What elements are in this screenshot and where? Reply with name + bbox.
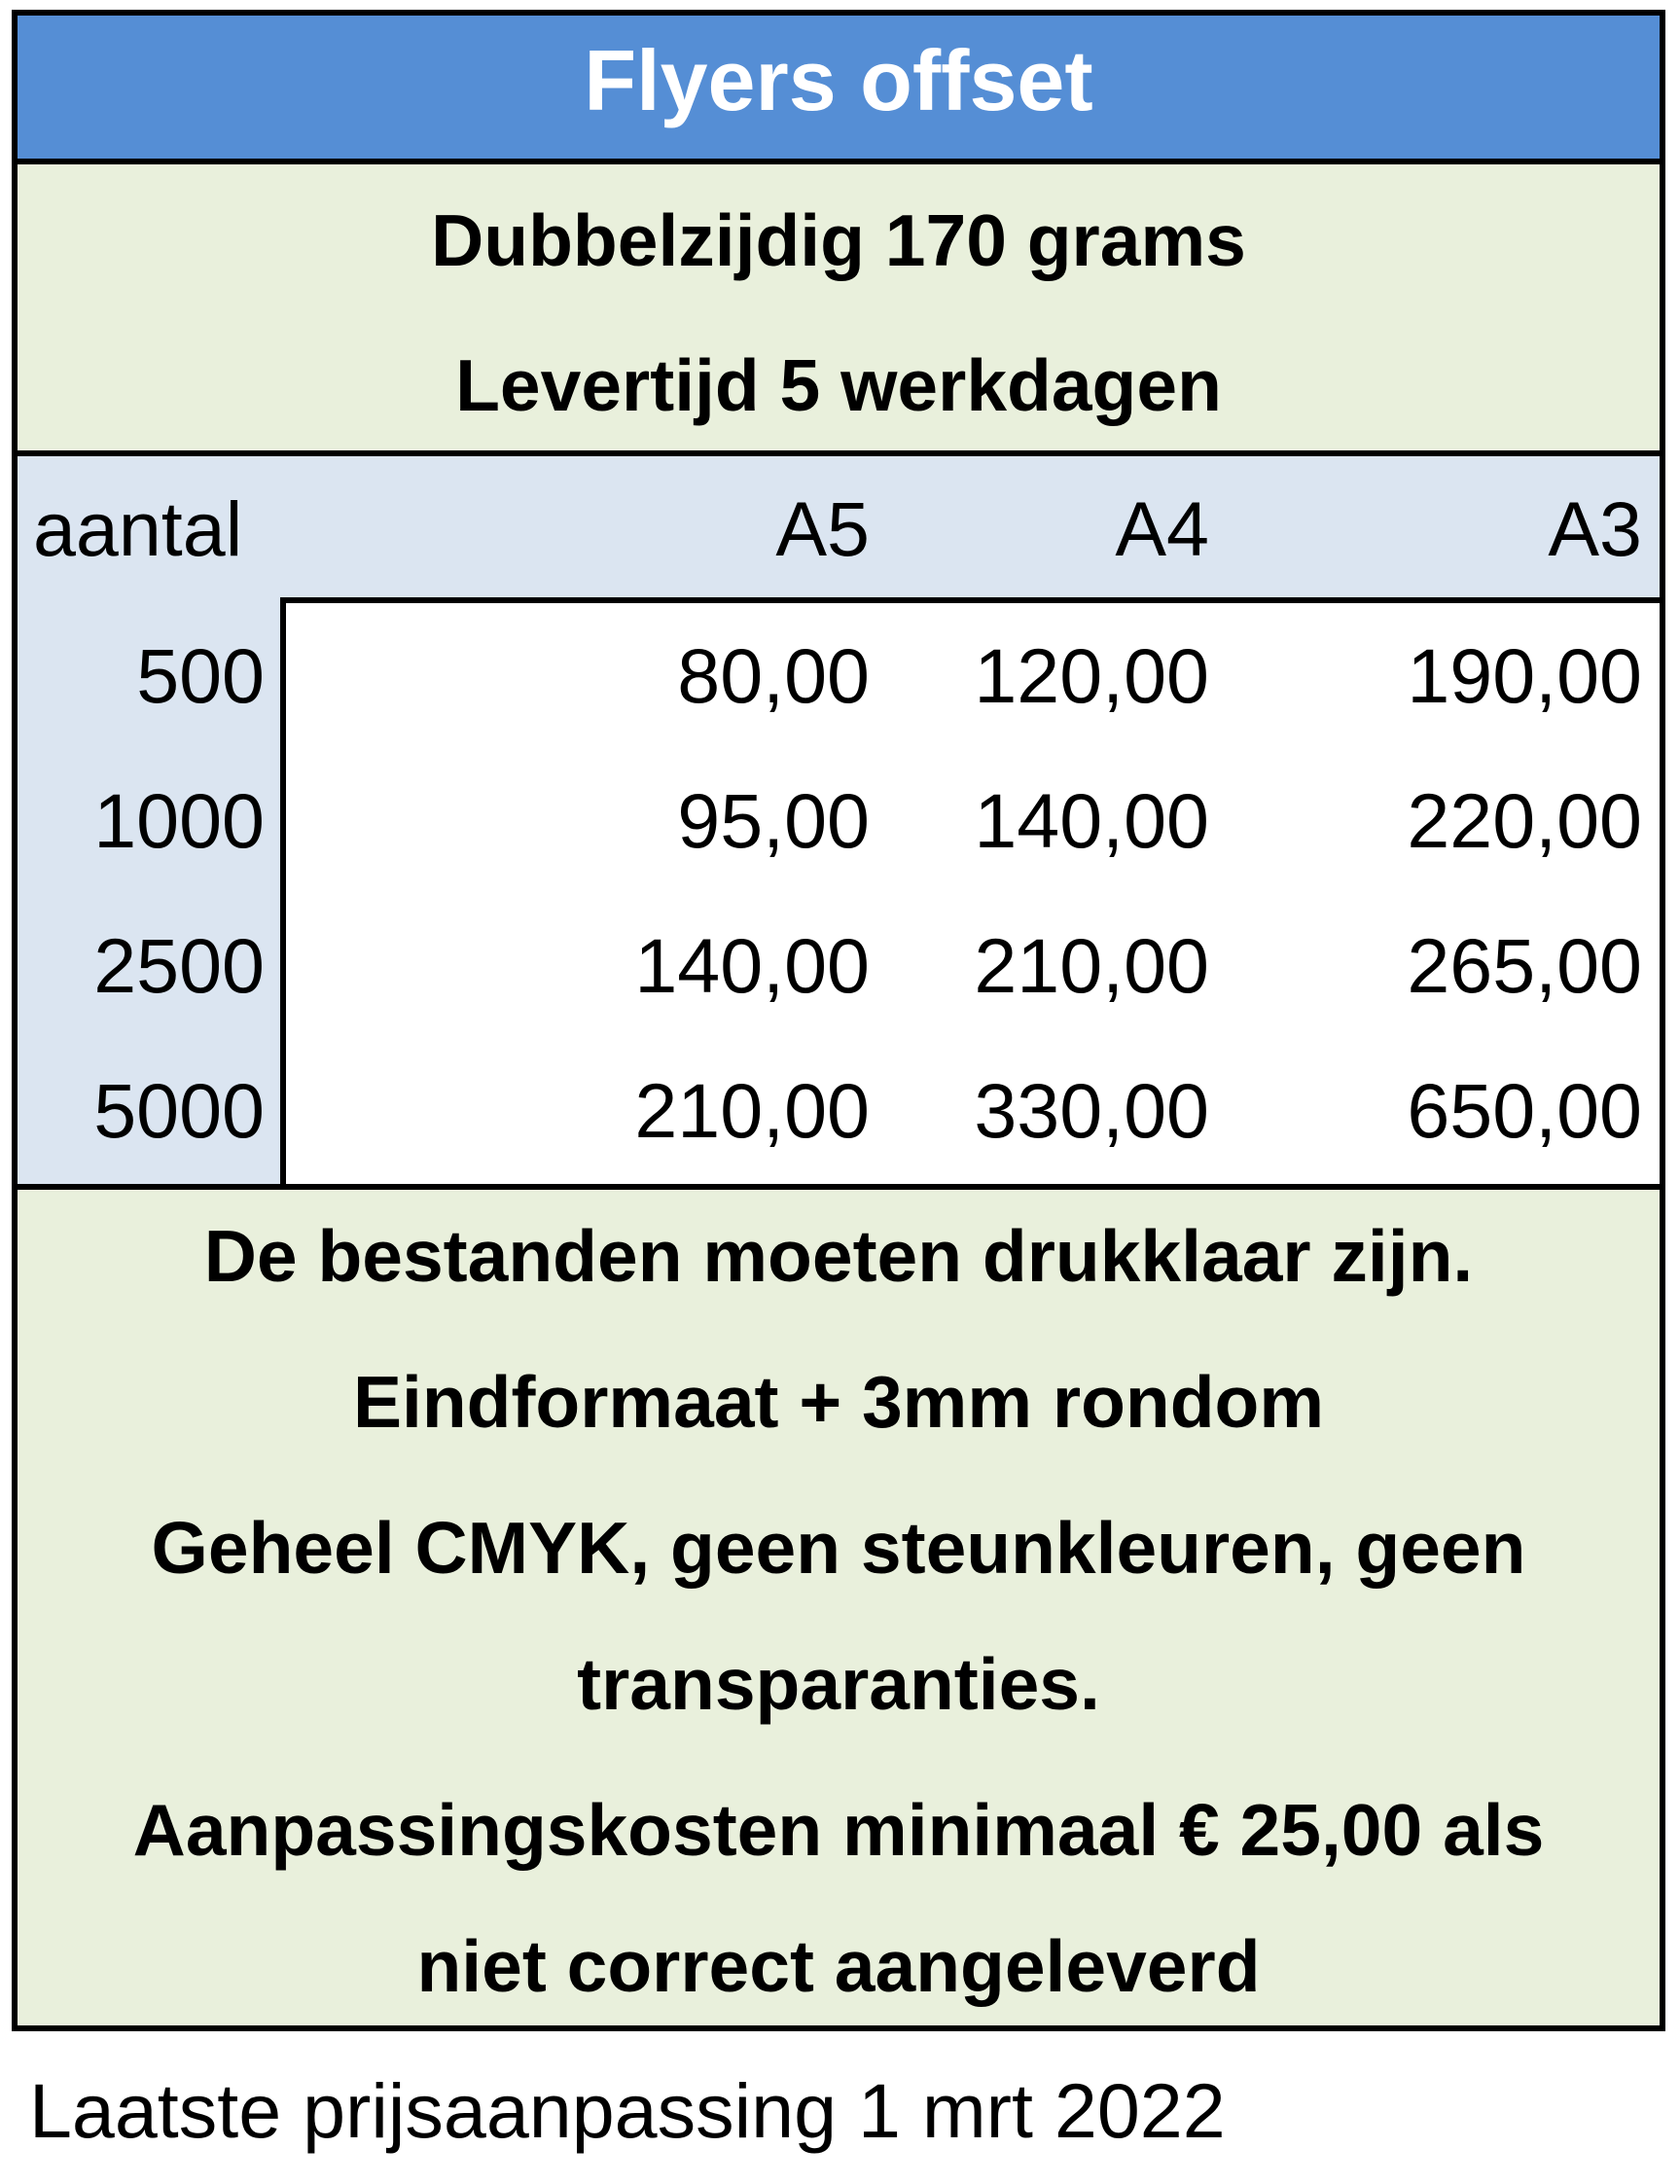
column-header-quantity: aantal bbox=[33, 485, 243, 572]
price-a5-500: 80,00 bbox=[677, 632, 870, 719]
note-bleed: Eindformaat + 3mm rondom bbox=[352, 1361, 1325, 1443]
note-adjustment-costs: Aanpassingskosten minimaal € 25,00 als bbox=[132, 1789, 1545, 1871]
row-quantity-500: 500 bbox=[136, 632, 265, 719]
price-a3-2500: 265,00 bbox=[1407, 922, 1642, 1009]
price-a4-5000: 330,00 bbox=[974, 1067, 1209, 1154]
title-bar bbox=[18, 16, 1660, 164]
spec-delivery-time: Levertijd 5 werkdagen bbox=[455, 344, 1222, 426]
price-a5-2500: 140,00 bbox=[634, 922, 870, 1009]
price-a3-500: 190,00 bbox=[1407, 632, 1642, 719]
price-a3-5000: 650,00 bbox=[1407, 1067, 1642, 1154]
spec-paper: Dubbelzijdig 170 grams bbox=[431, 199, 1246, 281]
price-a4-1000: 140,00 bbox=[974, 777, 1209, 864]
last-price-update: Laatste prijsaanpassing 1 mrt 2022 bbox=[29, 2067, 1226, 2154]
price-a5-1000: 95,00 bbox=[677, 777, 870, 864]
price-table bbox=[18, 450, 1660, 1190]
price-a4-2500: 210,00 bbox=[974, 922, 1209, 1009]
price-a4-500: 120,00 bbox=[974, 632, 1209, 719]
row-quantity-1000: 1000 bbox=[93, 777, 265, 864]
note-incorrect-delivery: niet correct aangeleverd bbox=[416, 1925, 1261, 2007]
price-sheet bbox=[12, 10, 1665, 2031]
price-a3-1000: 220,00 bbox=[1407, 777, 1642, 864]
note-cmyk: Geheel CMYK, geen steunkleuren, geen bbox=[151, 1507, 1526, 1589]
price-a5-5000: 210,00 bbox=[634, 1067, 870, 1154]
row-quantity-2500: 2500 bbox=[93, 922, 265, 1009]
note-transparency: transparanties. bbox=[577, 1643, 1100, 1725]
row-quantity-5000: 5000 bbox=[93, 1067, 265, 1154]
column-header-a3: A3 bbox=[1548, 485, 1642, 572]
note-print-ready: De bestanden moeten drukklaar zijn. bbox=[203, 1215, 1474, 1297]
page-title: Flyers offset bbox=[584, 31, 1093, 128]
column-header-a5: A5 bbox=[775, 485, 870, 572]
column-header-a4: A4 bbox=[1115, 485, 1209, 572]
